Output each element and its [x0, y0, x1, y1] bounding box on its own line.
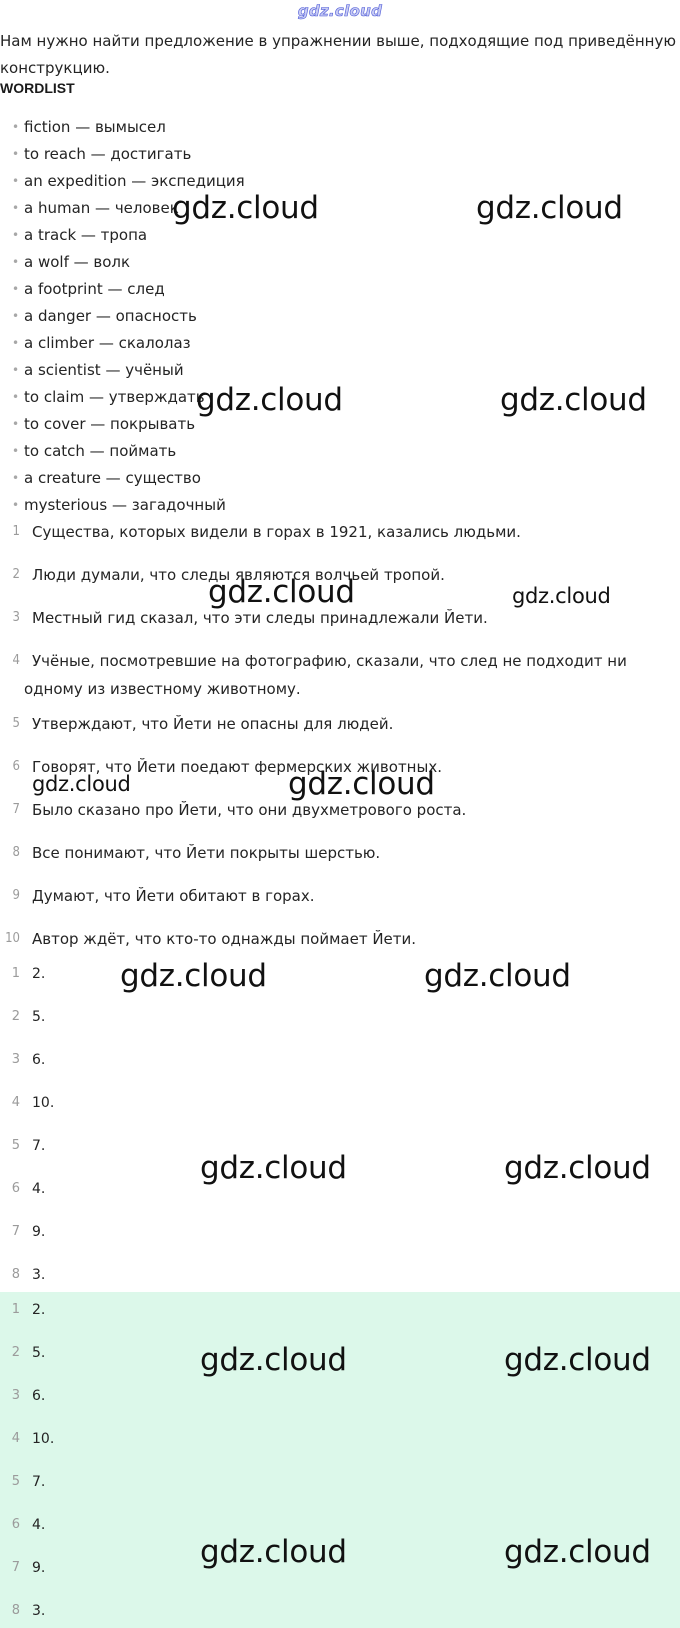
watermark: gdz.cloud [200, 1150, 347, 1186]
watermark: gdz.cloud [208, 574, 355, 610]
answer-item: 2 5. [11, 1345, 46, 1361]
watermark: gdz.cloud [504, 1534, 651, 1570]
answer-item: 7 9. [11, 1560, 46, 1576]
vocabulary-list [0, 114, 245, 519]
watermark: gdz.cloud [504, 1150, 651, 1186]
watermark: gdz.cloud [200, 1342, 347, 1378]
sentence-item: 6 Говорят, что Йети поедают фермерских животных. [12, 758, 442, 776]
vocab-item: • a wolf — волк [0, 249, 245, 276]
vocab-item: • to catch — поймать [0, 438, 245, 465]
sentence-item: 1 Существа, которых видели в горах в 1921, казались людьми. [12, 523, 521, 541]
bullet-icon: • [12, 120, 20, 134]
watermark: gdz.cloud [172, 190, 319, 226]
bullet-icon: • [12, 444, 20, 458]
vocab-item: • to claim — утверждать [0, 384, 245, 411]
sentence-item: 5 Утверждают, что Йети не опасны для людей. [12, 715, 394, 733]
answer-item: 1 2. [11, 1302, 46, 1318]
vocab-item: • a scientist — учёный [0, 357, 245, 384]
vocab-item: • a human — человек [0, 195, 245, 222]
vocab-item: • a track — тропа [0, 222, 245, 249]
bullet-icon: • [12, 417, 20, 431]
sentence-item: 9 Думают, что Йети обитают в горах. [12, 887, 315, 905]
watermark: gdz.cloud [424, 958, 571, 994]
answer-item: 6 4. [11, 1181, 46, 1197]
bullet-icon: • [12, 471, 20, 485]
sentence-item: 4 Учёные, посмотревшие на фотографию, сказали, что след не подходит ни одному из известному животному. [12, 652, 627, 698]
site-logo[interactable]: gdz.cloud [297, 2, 383, 20]
watermark: gdz.cloud [120, 958, 267, 994]
sentence-item: 8 Все понимают, что Йети покрыты шерстью. [12, 844, 381, 862]
bullet-icon: • [12, 309, 20, 323]
sentence-item: 3 Местный гид сказал, что эти следы принадлежали Йети. [12, 609, 488, 627]
answer-item: 5 7. [11, 1474, 46, 1490]
bullet-icon: • [12, 147, 20, 161]
sentence-item: 2 Люди думали, что следы являются волчьей тропой. [12, 566, 445, 584]
answer-item: 3 6. [11, 1388, 46, 1404]
bullet-icon: • [12, 174, 20, 188]
watermark: gdz.cloud [200, 1534, 347, 1570]
answer-item: 8 3. [11, 1603, 46, 1619]
sentence-item: 7 Было сказано про Йети, что они двухметрового роста. [12, 801, 467, 819]
watermark: gdz.cloud [196, 382, 343, 418]
bullet-icon: • [12, 201, 20, 215]
watermark: gdz.cloud [288, 766, 435, 802]
watermark: gdz.cloud [504, 1342, 651, 1378]
answer-item: 1 2. [11, 966, 46, 982]
vocab-item: • to cover — покрывать [0, 411, 245, 438]
answer-item: 8 3. [11, 1267, 46, 1283]
vocab-item: • an expedition — экспедиция [0, 168, 245, 195]
watermark: gdz.cloud [32, 772, 131, 796]
answer-item: 3 6. [11, 1052, 46, 1068]
vocab-item: • mysterious — загадочный [0, 492, 245, 519]
bullet-icon: • [12, 282, 20, 296]
bullet-icon: • [12, 228, 20, 242]
vocab-item: • a danger — опасность [0, 303, 245, 330]
bullet-icon: • [12, 336, 20, 350]
answer-item: 7 9. [11, 1224, 46, 1240]
answer-item: 4 10. [11, 1095, 55, 1111]
answer-item: 4 10. [11, 1431, 55, 1447]
bullet-icon: • [12, 363, 20, 377]
vocab-item: • fiction — вымысел [0, 114, 245, 141]
bullet-icon: • [12, 390, 20, 404]
vocab-item: • a creature — существо [0, 465, 245, 492]
answer-item: 2 5. [11, 1009, 46, 1025]
answer-item: 5 7. [11, 1138, 46, 1154]
vocab-item: • a footprint — след [0, 276, 245, 303]
bullet-icon: • [12, 255, 20, 269]
bullet-icon: • [12, 498, 20, 512]
answer-item: 6 4. [11, 1517, 46, 1533]
vocab-item: • to reach — достигать [0, 141, 245, 168]
intro-text: Нам нужно найти предложение в упражнении выше, подходящие под приведённую конструкцию. [0, 32, 676, 77]
watermark: gdz.cloud [500, 382, 647, 418]
wordlist-heading: WORDLIST [0, 80, 75, 96]
sentence-item: 10 Автор ждёт, что кто-то однажды поймает Йети. [5, 930, 417, 948]
watermark: gdz.cloud [476, 190, 623, 226]
vocab-item: • a climber — скалолаз [0, 330, 245, 357]
watermark: gdz.cloud [512, 584, 611, 608]
